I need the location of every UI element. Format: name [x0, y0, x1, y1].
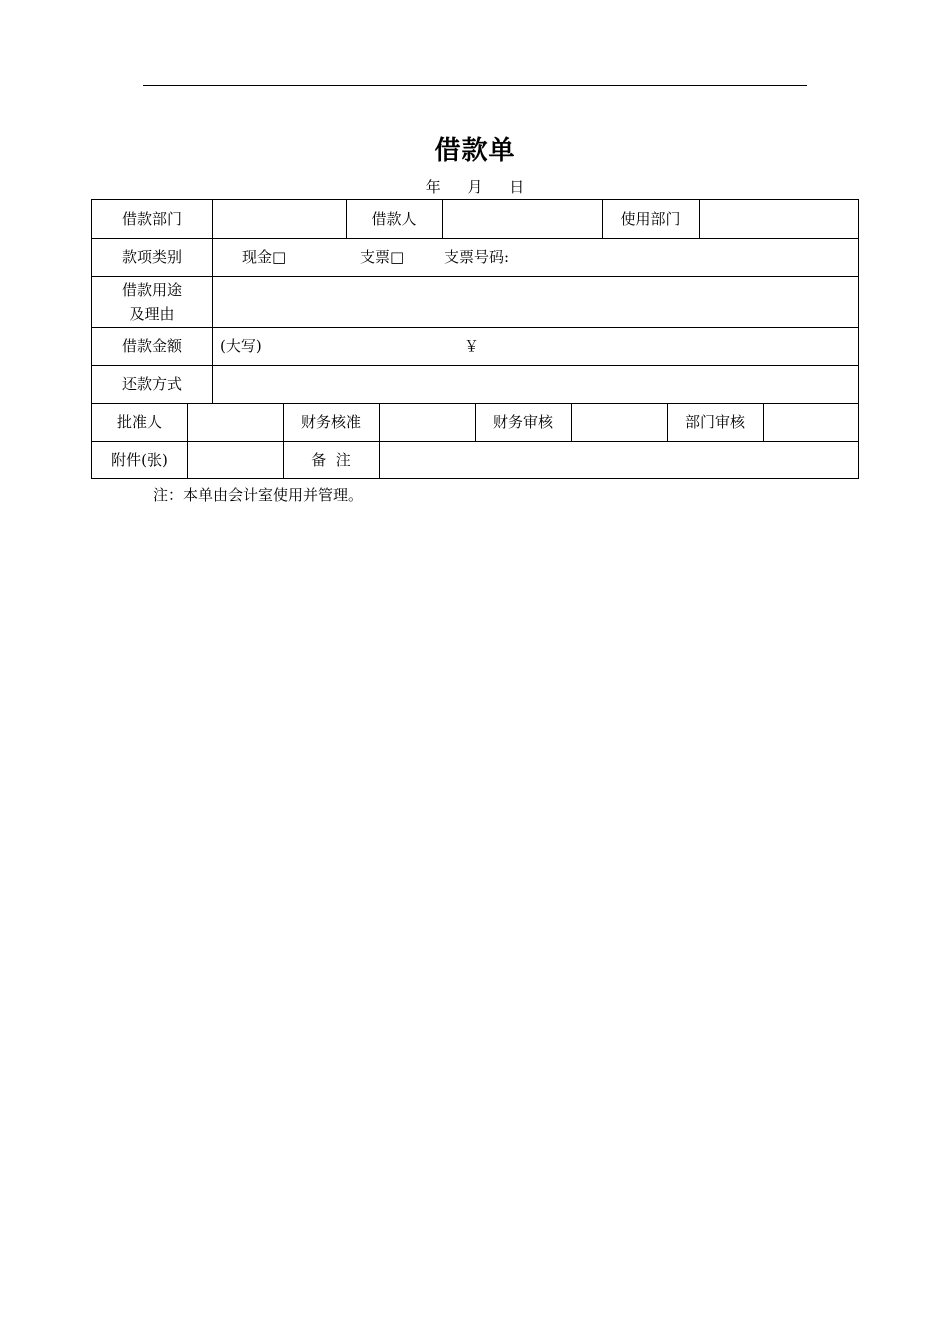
- loan-dept-field[interactable]: [213, 200, 346, 238]
- remarks-field[interactable]: [380, 441, 859, 479]
- amount-in-words-label: (大写): [220, 337, 262, 355]
- cash-checkbox[interactable]: 现金□: [242, 248, 287, 266]
- repayment-label: 还款方式: [121, 375, 182, 393]
- purpose-label-line2: 及理由: [129, 304, 175, 323]
- remarks-label: 备 注: [311, 451, 351, 469]
- loan-dept-label: 借款部门: [121, 210, 182, 228]
- loan-form-table: [91, 199, 859, 479]
- check-checkbox[interactable]: 支票□: [360, 248, 405, 266]
- finance-approve-label: 财务核准: [300, 413, 361, 431]
- finance-approve-field[interactable]: [380, 403, 475, 441]
- yuan-symbol: ￥: [464, 337, 480, 355]
- approver-field[interactable]: [188, 403, 283, 441]
- approver-label: 批准人: [116, 413, 162, 431]
- date-year-label: 年: [425, 178, 441, 196]
- date-month-label: 月: [467, 178, 483, 196]
- amount-label: 借款金额: [121, 337, 182, 355]
- check-number-label: 支票号码:: [444, 248, 510, 266]
- purpose-label-line1: 借款用途: [121, 280, 182, 299]
- header-rule: [143, 85, 807, 86]
- category-label: 款项类别: [121, 248, 182, 266]
- attachments-label: 附件(张): [111, 451, 168, 469]
- repayment-field[interactable]: [213, 365, 859, 403]
- use-dept-label: 使用部门: [620, 210, 681, 228]
- use-dept-field[interactable]: [700, 200, 859, 238]
- date-line: [0, 176, 950, 197]
- attachments-field[interactable]: [188, 441, 283, 479]
- finance-review-field[interactable]: [572, 403, 667, 441]
- date-day-label: 日: [509, 178, 525, 196]
- dept-review-label: 部门审核: [684, 413, 745, 431]
- purpose-field[interactable]: [213, 276, 859, 327]
- amount-field[interactable]: [494, 327, 859, 365]
- purpose-label: [92, 276, 212, 327]
- finance-review-label: 财务审核: [492, 413, 553, 431]
- check-number-field[interactable]: [544, 238, 859, 276]
- dept-review-field[interactable]: [764, 403, 859, 441]
- borrower-field[interactable]: [443, 200, 602, 238]
- page-title: 借款单: [434, 136, 516, 166]
- borrower-label: 借款人: [371, 210, 417, 228]
- footnote: 注：本单由会计室使用并管理。: [153, 486, 364, 504]
